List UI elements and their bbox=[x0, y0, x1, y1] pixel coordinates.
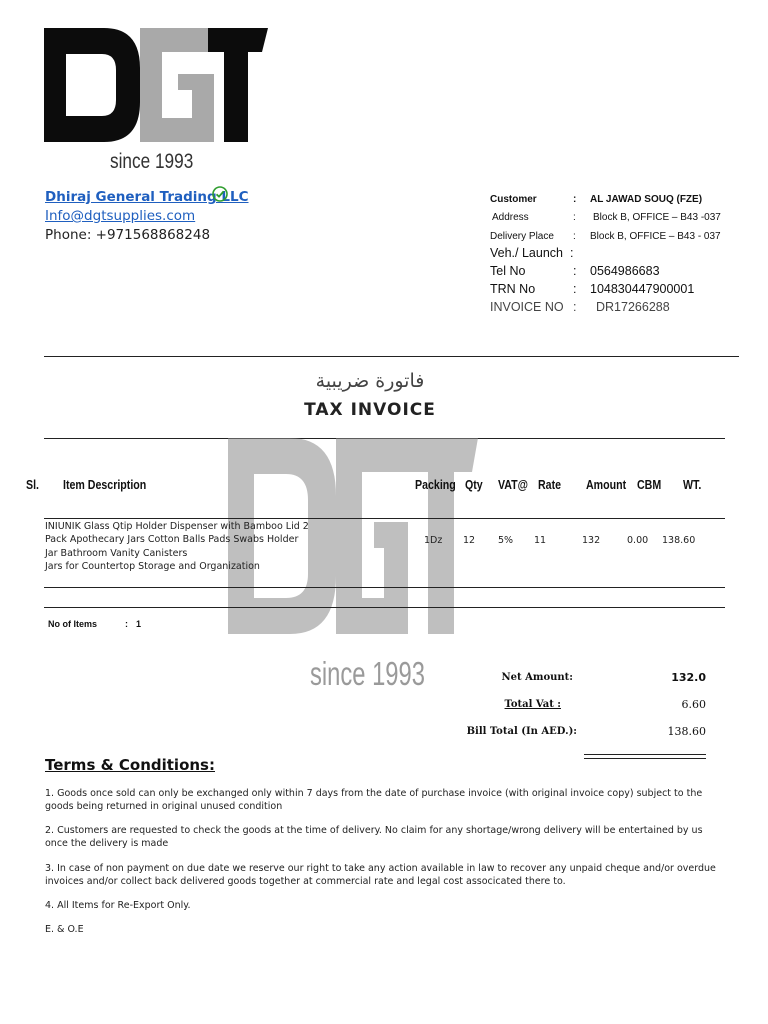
divider bbox=[44, 356, 739, 357]
tel-value: 0564986683 bbox=[590, 264, 660, 278]
net-amount-label: Net Amount: bbox=[501, 672, 573, 683]
invoice-no-label: INVOICE NO bbox=[490, 300, 564, 314]
table-divider bbox=[44, 587, 725, 588]
item-description-line: Jars for Countertop Storage and Organization bbox=[45, 560, 260, 572]
term-item: 4. All Items for Re-Export Only. bbox=[45, 900, 191, 911]
invoice-no-value: DR17266288 bbox=[596, 300, 670, 314]
col-header-rate: Rate bbox=[538, 478, 562, 492]
col-header-description: Item Description bbox=[63, 478, 147, 492]
col-header-cbm: CBM bbox=[637, 478, 662, 492]
item-description-line: INIUNIK Glass Qtip Holder Dispenser with Bamboo Lid 2 bbox=[45, 521, 309, 532]
delivery-place-label: Delivery Place bbox=[490, 231, 554, 242]
term-item: E. & O.E bbox=[45, 924, 84, 935]
col-header-wt: WT. bbox=[683, 478, 702, 492]
arabic-title: فاتورة ضريبية bbox=[315, 370, 425, 392]
col-header-packing: Packing bbox=[415, 478, 456, 492]
total-vat-label: Total Vat : bbox=[504, 699, 561, 710]
items-count-value: 1 bbox=[136, 619, 142, 629]
table-divider bbox=[44, 607, 725, 608]
cell-rate: 11 bbox=[534, 535, 547, 546]
term-item: 1. Goods once sold can only be exchanged only within 7 days from the date of purchase invoice (with original invoice copy) subject to the goods being returned in original unused condition bbox=[45, 788, 703, 812]
address-label: Address bbox=[492, 212, 529, 223]
bill-total-label: Bill Total (In AED.): bbox=[466, 726, 577, 737]
page-title: TAX INVOICE bbox=[304, 400, 436, 420]
items-count-label: No of Items bbox=[48, 619, 98, 629]
vehicle-label: Veh./ Launch bbox=[490, 246, 563, 260]
dgt-logo bbox=[44, 28, 268, 142]
total-double-underline bbox=[584, 758, 706, 759]
term-item: 3. In case of non payment on due date we reserve our right to take any action available in law to recover any unpaid cheque and/or overdue invoices and/or collect back delivered goods together at commercial rate and legal cost associcated there to. bbox=[45, 863, 716, 887]
item-description-line: Pack Apothecary Jars Cotton Balls Pads Swabs Holder bbox=[45, 534, 299, 546]
customer-label: Customer bbox=[490, 194, 537, 205]
cell-wt: 138.60 bbox=[662, 535, 696, 546]
table-row bbox=[45, 520, 309, 573]
terms-title: Terms & Conditions: bbox=[45, 756, 215, 774]
total-double-underline bbox=[584, 754, 706, 755]
cell-vat: 5% bbox=[498, 535, 514, 546]
trn-label: TRN No bbox=[490, 282, 536, 296]
seller-email-link[interactable]: Info@dgtsupplies.com bbox=[45, 208, 196, 224]
table-divider bbox=[44, 518, 725, 519]
col-header-qty: Qty bbox=[465, 478, 483, 492]
customer-value: AL JAWAD SOUQ (FZE) bbox=[590, 194, 703, 205]
col-header-sl: Sl. bbox=[26, 478, 40, 492]
logo-tagline: since 1993 bbox=[110, 150, 194, 173]
term-item: 2. Customers are requested to check the goods at the time of delivery. No claim for any shortage/wrong delivery will be entertained by us once the delivery is made bbox=[45, 825, 703, 849]
cell-packing: 1Dz bbox=[424, 535, 443, 546]
net-amount-value: 132.0 bbox=[671, 671, 706, 684]
col-header-vat: VAT@ bbox=[498, 478, 529, 492]
cell-cbm: 0.00 bbox=[627, 535, 649, 546]
cell-qty: 12 bbox=[463, 535, 476, 546]
cell-amount: 132 bbox=[582, 535, 601, 546]
tel-label: Tel No bbox=[490, 264, 526, 278]
seller-name-link[interactable]: Dhiraj General Trading LLC bbox=[45, 189, 249, 205]
item-description-line: Jar Bathroom Vanity Canisters bbox=[45, 547, 188, 559]
bill-total-value: 138.60 bbox=[667, 725, 706, 738]
total-vat-value: 6.60 bbox=[681, 698, 706, 711]
verified-check-icon bbox=[212, 186, 228, 202]
delivery-place-value: Block B, OFFICE – B43 - 037 bbox=[590, 231, 721, 242]
col-header-amount: Amount bbox=[586, 478, 627, 492]
trn-value: 104830447900001 bbox=[590, 282, 695, 296]
address-value: Block B, OFFICE – B43 -037 bbox=[593, 212, 721, 223]
watermark-tagline: since 1993 bbox=[310, 655, 425, 692]
seller-phone: Phone: +971568868248 bbox=[45, 227, 211, 243]
